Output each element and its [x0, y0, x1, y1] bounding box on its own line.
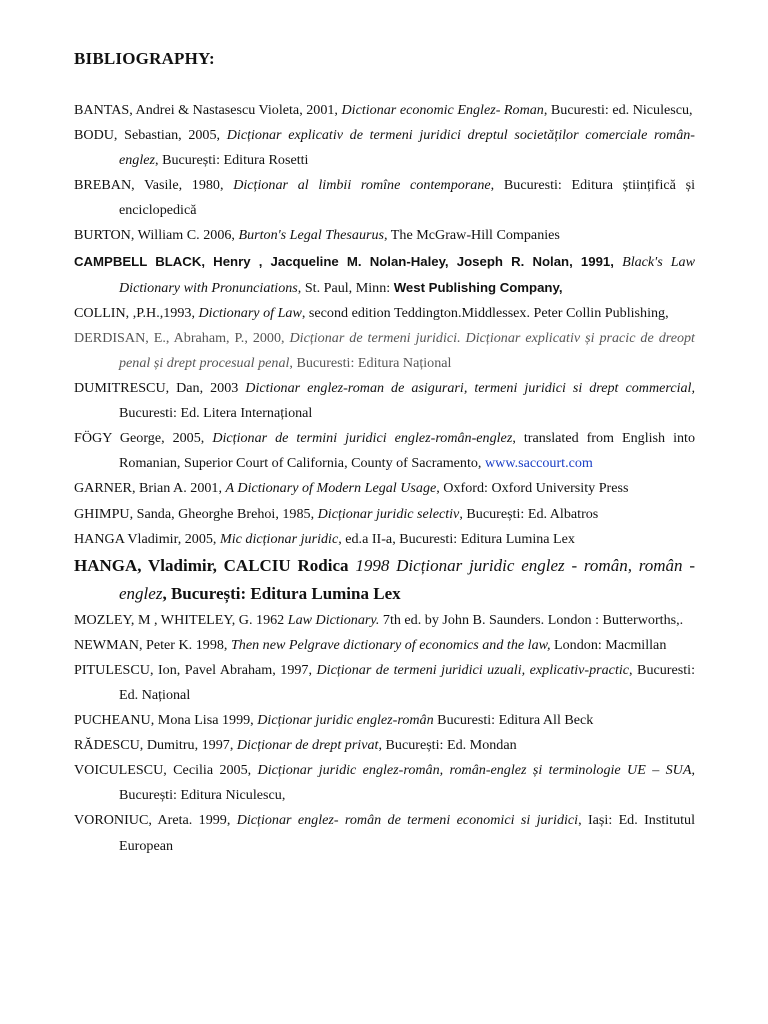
entry-text: , St. Paul, Minn:	[297, 279, 394, 296]
entry-text: HANGA Vladimir, 2005,	[74, 530, 220, 547]
entry-text: , Oxford: Oxford University Press	[436, 480, 629, 497]
entry-text: COLLIN, ,P.H.,1993,	[74, 304, 199, 321]
entry-title: Dicționar de termeni juridici uzuali, explicativ-practic	[316, 661, 630, 678]
entry-text: , București: Editura Niculescu,	[119, 762, 695, 804]
entry-text: BANTAS, Andrei & Nastasescu Violeta, 2001,	[74, 102, 342, 118]
entry-text: , Bucuresti: ed. Niculescu,	[543, 102, 693, 118]
entry-text: DUMITRESCU, Dan, 2003	[74, 380, 246, 397]
entry-text: VOICULESCU, Cecilia 2005,	[74, 762, 258, 779]
entry-text: PITULESCU, Ion, Pavel Abraham, 1997,	[74, 661, 317, 678]
entry-title: Burton's Legal Thesaurus	[238, 227, 385, 244]
entry-title: Mic dicționar juridic	[219, 530, 339, 547]
entry-text: London: Macmillan	[550, 636, 667, 653]
entry-title: Law Dictionary.	[287, 611, 380, 628]
bibliography-list	[74, 98, 695, 859]
bibliography-entry	[74, 708, 695, 733]
website-link[interactable]: www.saccourt.com	[484, 455, 593, 472]
bibliography-entry	[74, 98, 695, 123]
entry-text: 7th ed. by John B. Saunders. London : Butterworths,.	[379, 611, 684, 628]
entry-title: Dicționar juridic englez-român, român-englez și terminologie UE – SUA	[257, 762, 692, 779]
bibliography-entry	[74, 808, 695, 858]
entry-text: , București: Ed. Albatros	[459, 505, 599, 522]
bibliography-entry	[74, 326, 695, 376]
entry-title: Dictionary of Law	[198, 304, 302, 321]
bibliography-entry	[74, 123, 695, 173]
bibliography-entry	[74, 608, 695, 633]
bibliography-entry	[74, 658, 695, 708]
entry-title: Dicționar de termini juridici englez-român-englez	[212, 430, 513, 447]
bibliography-entry	[74, 426, 695, 476]
entry-text: , translated from English into Romanian, Superior Court of California, County of Sacramento,	[119, 430, 695, 472]
bibliography-entry	[74, 733, 695, 758]
entry-text: , București: Ed. Mondan	[378, 737, 517, 754]
entry-text: FÖGY George, 2005,	[74, 430, 213, 447]
entry-text: GHIMPU, Sanda, Gheorghe Brehoi, 1985,	[74, 505, 318, 522]
entry-text: , ed.a II-a, Bucuresti: Editura Lumina Lex	[338, 530, 575, 547]
bibliography-entry	[74, 633, 695, 658]
entry-title: Dicționar al limbii romîne contemporane	[233, 177, 491, 194]
entry-text: RĂDESCU, Dumitru, 1997,	[74, 737, 237, 754]
bibliography-entry	[74, 758, 695, 808]
entry-title: Dicționar juridic englez-român	[257, 712, 434, 729]
entry-title: 1998 Dicționar juridic englez - român, român - englez	[119, 555, 695, 603]
entry-text: PUCHEANU, Mona Lisa 1999,	[74, 712, 258, 729]
bibliography-entry	[74, 527, 695, 552]
entry-title: Dicționar de drept privat	[236, 737, 379, 754]
entry-title: Dictionar englez-roman de asigurari, termeni juridici si drept commercial,	[245, 380, 695, 397]
entry-text: , second edition Teddington.Middlessex. Peter Collin Publishing,	[301, 304, 669, 321]
entry-text-bold: , București: Editura Lumina Lex	[162, 583, 401, 603]
entry-text: , București: Editura Rosetti	[155, 152, 309, 169]
entry-text: Bucuresti: Editura All Beck	[433, 712, 594, 729]
bibliography-entry	[74, 376, 695, 426]
entry-title: Dicționar de termeni juridici. Dicționar explicativ și pracic de dreopt penal și drept procesual penal	[119, 329, 695, 371]
entry-title: Black's Law Dictionary with Pronunciations	[119, 253, 695, 296]
bibliography-entry	[74, 476, 695, 501]
entry-text-bold: West Publishing Company,	[393, 279, 563, 295]
bibliography-entry	[74, 223, 695, 248]
entry-text: DERDISAN, E., Abraham, P., 2000,	[74, 329, 290, 346]
entry-text: , Bucuresti: Ed. Național	[119, 661, 695, 703]
bibliography-entry	[74, 552, 695, 608]
entry-title: Dicționar explicativ de termeni juridici dreptul societăților comerciale român-englez	[119, 127, 695, 169]
entry-text: BURTON, William C. 2006,	[74, 227, 239, 244]
entry-text: , The McGraw-Hill Companies	[384, 227, 560, 244]
entry-text: Bucuresti: Ed. Litera Internațional	[119, 405, 313, 422]
bibliography-page	[74, 48, 695, 859]
entry-text: , Iași: Ed. Institutul European	[119, 812, 695, 854]
entry-text: , Bucuresti: Editura științifică și enciclopedică	[119, 177, 696, 219]
entry-title: Dictionar economic Englez- Roman	[341, 102, 544, 118]
entry-text: NEWMAN, Peter K. 1998,	[74, 636, 231, 653]
bibliography-entry	[74, 301, 695, 326]
bibliography-entry	[74, 173, 695, 223]
entry-text: MOZLEY, M , WHITELEY, G. 1962	[74, 611, 288, 628]
entry-text: BREBAN, Vasile, 1980,	[74, 177, 234, 194]
bibliography-entry	[74, 249, 695, 301]
bibliography-entry	[74, 502, 695, 527]
entry-text-bold: HANGA, Vladimir, CALCIU Rodica	[74, 555, 356, 575]
entry-text: , Bucuresti: Editura Național	[289, 354, 452, 371]
entry-title: A Dictionary of Modern Legal Usage	[225, 480, 437, 497]
entry-text: VORONIUC, Areta. 1999,	[74, 812, 237, 829]
entry-text: GARNER, Brian A. 2001,	[74, 480, 226, 497]
page-title: BIBLIOGRAPHY:	[74, 49, 215, 68]
entry-title: Dicționar englez- român de termeni economici si juridici	[236, 812, 579, 829]
entry-title: Then new Pelgrave dictionary of economics and the law,	[230, 636, 551, 653]
entry-text: BODU, Sebastian, 2005,	[74, 127, 227, 144]
entry-title: Dicționar juridic selectiv	[317, 505, 460, 522]
entry-text-bold: CAMPBELL BLACK, Henry , Jacqueline M. Nolan-Haley, Joseph R. Nolan, 1991,	[74, 253, 623, 269]
